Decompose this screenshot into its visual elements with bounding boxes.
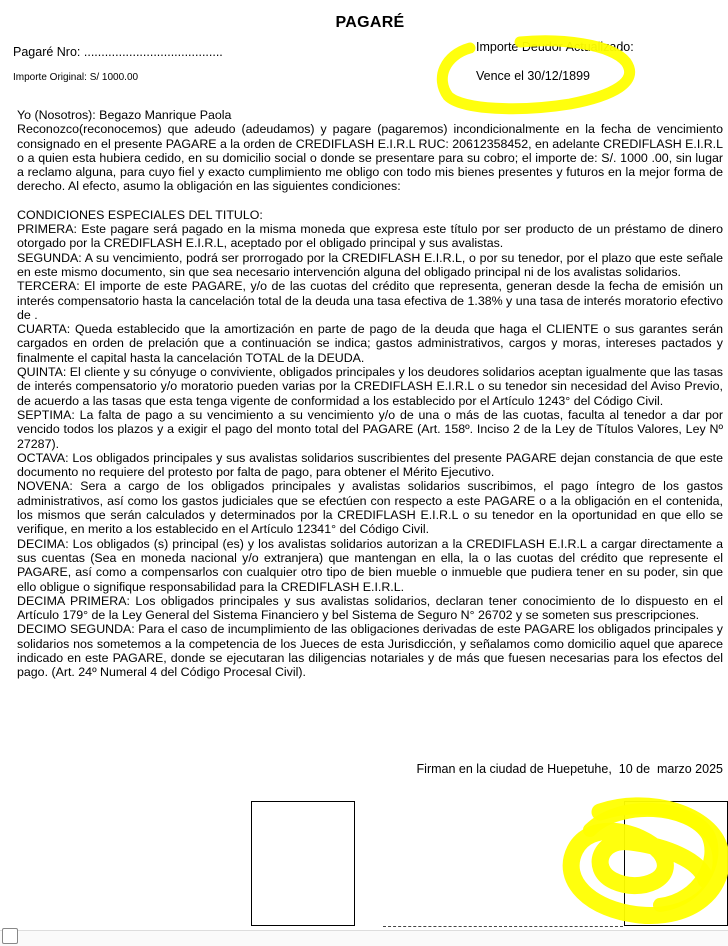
pagare-number: Pagaré Nro: ........................................ — [13, 45, 223, 59]
condition-novena: NOVENA: Sera a cargo de los obligados principales y avalistas solidarios suscribimos, el pago íntegro de los gastos administrativos, así como los gastos judiciales que se efectúen con respecto a este PAGARE o a la obligación en el contenida, los mismos que serán calculados y determinados por la CREDIFLASH E.I.R.L o su tenedor en la oportunidad en que ello se verifique, en merito a los establecido en el Artículo 12341° del Código Civil. — [17, 479, 723, 537]
due-date: Vence el 30/12/1899 — [476, 69, 590, 83]
signature-line — [383, 926, 623, 927]
conditions-title: CONDICIONES ESPECIALES DEL TITULO: — [17, 207, 263, 222]
condition-decima-primera: DECIMA PRIMERA: Los obligados principales y sus avalistas solidarios, declaran tener conocimiento de lo dispuesto en el Artículo 179° de la Ley General del Sistema Financiero y bel Sistema de Seguro N° 26702 y se someten sus prescripciones. — [17, 593, 723, 623]
acknowledgement-paragraph: Reconozco(reconocemos) que adeudo (adeudamos) y pagare (pagaremos) incondicionalmente en la fecha de vencimiento consignado en el presente PAGARE a la orden de CREDIFLASH E.I.R.L RUC: 20612358452, en adelante CREDIFLASH E.I.R.L o a quien esta hubiera cedido, en su domicilio social o donde se presentare para su cobro; el importe de: S/. 1000 .00, sin lugar a reclamo alguna, para cuyo fiel y exacto cumplimiento me obligo con todo mis bienes presentes y futuros en la mejor forma de derecho. Al efecto, asumo la obligación en las siguientes condiciones: — [17, 122, 723, 194]
select-checkbox[interactable] — [2, 928, 18, 944]
condition-decimo-segunda: DECIMO SEGUNDA: Para el caso de incumplimiento de las obligaciones derivadas de este PAGARE los obligados principales y solidarios nos sometemos a la competencia de los Jueces de esta Jurisdicción, y señalamos como domicilio aquel que aparece indicado en este PAGARE, donde se ejecutaran las diligencias notariales y de más que fuesen necesarias para los efectos del pago. (Art. 24º Numeral 4 del Código Procesal Civil). — [17, 622, 723, 680]
condition-segunda: SEGUNDA: A su vencimiento, podrá ser prorrogado por la CREDIFLASH E.I.R.L, o por su tenedor, por el plazo que este señale en este mismo documento, sin que sea necesario intervención alguna del obligado principal ni de los avalistas solidarios. — [17, 250, 723, 279]
signature-place-date: Firman en la ciudad de Huepetuhe, 10 de marzo 2025 — [416, 762, 723, 776]
importe-original: Importe Original: S/ 1000.00 — [13, 72, 139, 83]
importe-deudor-label: Importe Deudor Actualizado: — [476, 40, 634, 54]
fingerprint-box-right[interactable] — [624, 801, 728, 926]
document-title: PAGARÉ — [335, 14, 405, 31]
condition-primera: PRIMERA: Este pagare será pagado en la misma moneda que expresa este título por ser producto de un préstamo de dinero otorgado por la CREDIFLASH E.I.R.L, aceptado por el obligado principal y sus avalistas. — [17, 222, 723, 251]
condition-septima: SEPTIMA: La falta de pago a su vencimiento a su vencimiento y/o de una o más de las cuotas, faculta al tenedor a dar por vencido todos los plazos y a exigir el pago del monto total del PAGARE (Art. 158º. Inciso 2 de la Ley de Títulos Valores, Ley Nº 27287). — [17, 407, 723, 451]
debtor-line: Yo (Nosotros): Begazo Manrique Paola — [17, 108, 232, 122]
condition-cuarta: CUARTA: Queda establecido que la amortización en parte de pago de la deuda que haga el CLIENTE o sus garantes serán cargados en orden de prelación que a continuación se indica; gastos administrativos, cargos y moras, intereses pactados y finalmente el capital hasta la cancelación TOTAL de la DEUDA. — [17, 322, 723, 365]
fingerprint-box-left[interactable] — [251, 801, 355, 926]
condition-tercera: TERCERA: El importe de este PAGARE, y/o de las cuotas del crédito que representa, generan desde la fecha de emisión un interés compensatorio hasta la cancelación total de la deuda una tasa efectiva de 1.38% y una tasa de interés moratorio efectivo de . — [17, 279, 724, 322]
condition-decima: DECIMA: Los obligados (s) principal (es) y los avalistas solidarios autorizan a la CREDIFLASH E.I.R.L a cargar directamente a sus cuentas (Sea en moneda nacional y/o extranjera) que mantengan en ella, la o las cuotas del crédito que represente el PAGARE, así como a compensarlos con cualquier otro tipo de bien mueble o inmueble que pudiera tener en su poder, sin que ello obligue o signifique responsabilidad para la CREDIFLASH E.I.R.L. — [17, 536, 723, 594]
bottom-bar — [0, 930, 728, 946]
condition-quinta: QUINTA: El cliente y su cónyuge o conviviente, obligados principales y los deudores solidarios aceptan igualmente que las tasas de interés compensatorio y/o moratorio pueden varias por la CREDIFLASH E.I.R.L o su tenedor sin necesidad del Aviso Previo, de acuerdo a las tasas que esta tenga vigente de conformidad a los establecido por el Artículo 1243° del Código Civil. — [17, 365, 723, 408]
condition-octava: OCTAVA: Los obligados principales y sus avalistas solidarios suscribientes del presente PAGARE dejan constancia de que este documento no requiere del protesto por falta de pago, para obtener el Mérito Ejecutivo. — [17, 450, 723, 480]
document-body — [17, 108, 723, 680]
